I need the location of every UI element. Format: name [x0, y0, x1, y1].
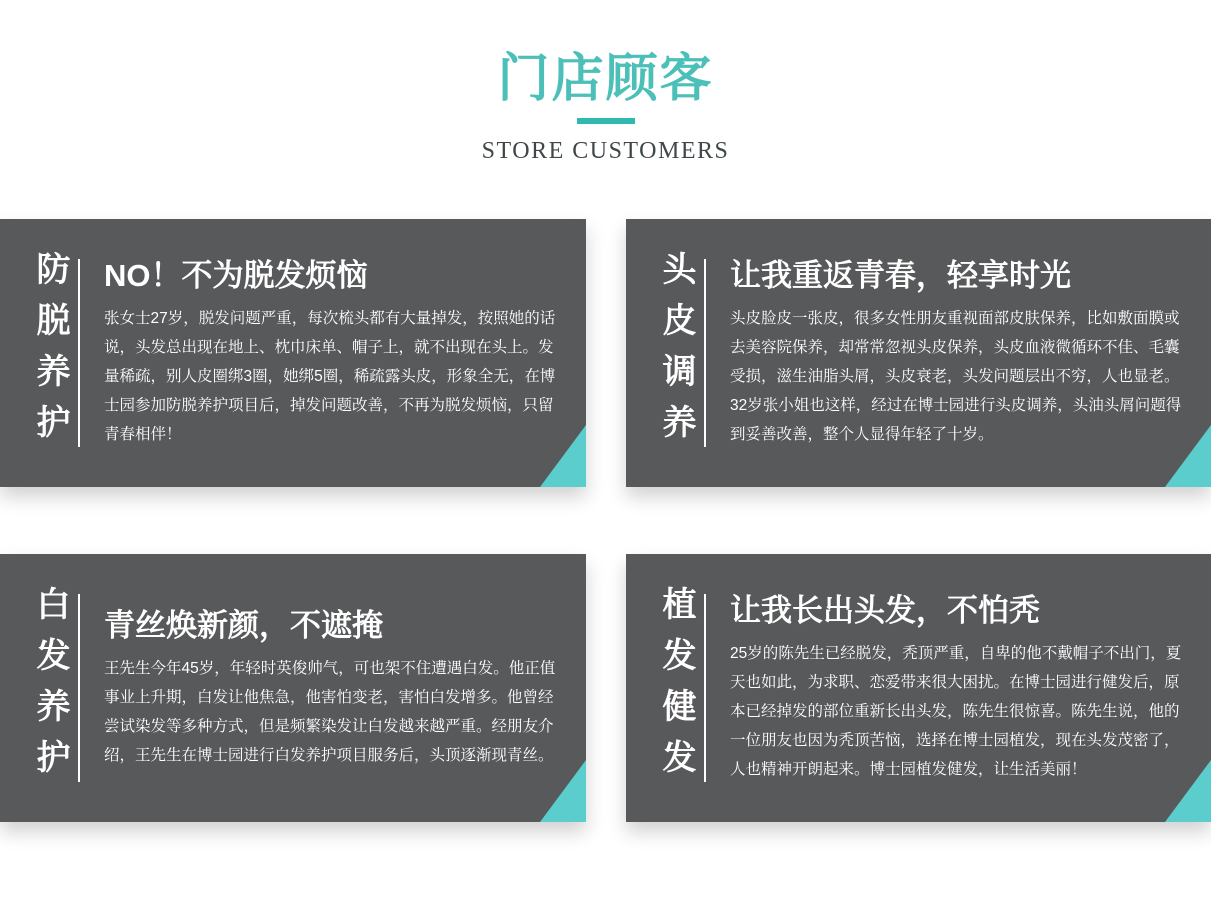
card-body-text: 王先生今年45岁，年轻时英俊帅气，可也架不住遭遇白发。他正值事业上升期，白发让他焦急，他害怕变老，害怕白发增多。他曾经尝试染发等多种方式，但是频繁染发让白发越来越严重。经朋友介绍，王先生在博士园进行白发养护项目服务后，头顶逐渐现青丝。 [104, 659, 556, 764]
card-body-text: 25岁的陈先生已经脱发，秃顶严重，自卑的他不戴帽子不出门，夏天也如此，为求职、恋爱带来很大困扰。在博士园进行健发后，原本已经掉发的部位重新长出头发，陈先生很惊喜。陈先生说，他的一位朋友也因为秃顶苦恼，选择在博士园植发，现在头发茂密了，人也精神开朗起来。博士园植发健发，让生活美丽！ [730, 645, 1182, 778]
card-heading: 让我重返青春，轻享时光 [730, 258, 1071, 293]
card-gray-hair-care [0, 554, 586, 822]
corner-triangle-decoration [540, 425, 586, 487]
card-vertical-title: 植发健发 [657, 586, 695, 790]
card-content [80, 607, 565, 770]
card-heading: 让我长出头发，不怕秃 [730, 593, 1040, 628]
card-vertical-title: 防脱养护 [31, 251, 69, 455]
card-vertical-title: 白发养护 [31, 586, 69, 790]
card-vertical-title-column [648, 251, 704, 455]
section-title: 门店顾客 [497, 50, 714, 108]
card-content [706, 592, 1190, 784]
card-body-text: 头皮脸皮一张皮，很多女性朋友重视面部皮肤保养，比如敷面膜或去美容院保养，却常常忽视头皮保养，头皮血液微循环不佳、毛囊受损，滋生油脂头屑，头皮衰老，头发问题层出不穷，人也显老。32岁张小姐也这样，经过在博士园进行头皮调养，头油头屑问题得到妥善改善，整个人显得年轻了十岁。 [730, 310, 1182, 443]
card-body-text: 张女士27岁，脱发问题严重，每次梳头都有大量掉发，按照她的话说，头发总出现在地上、枕巾床单、帽子上，就不出现在头上。发量稀疏，别人皮圈绑3圈，她绑5圈，稀疏露头皮，形象全无，在博士园参加防脱养护项目后，掉发问题改善，不再为脱发烦恼，只留青春相伴！ [104, 310, 556, 443]
card-heading: 青丝焕新颜，不遮掩 [104, 607, 383, 643]
section-header [0, 52, 1211, 164]
card-vertical-title-column [22, 251, 78, 455]
section-subtitle: STORE CUSTOMERS [481, 138, 730, 164]
customer-card-grid [0, 219, 1211, 822]
corner-triangle-decoration [1165, 425, 1211, 487]
card-vertical-title: 头皮调养 [657, 251, 695, 455]
card-scalp-care [626, 219, 1211, 487]
card-hair-transplant [626, 554, 1211, 822]
card-hair-loss-care [0, 219, 586, 487]
corner-triangle-decoration [540, 760, 586, 822]
card-vertical-title-column [648, 586, 704, 790]
card-content [706, 257, 1190, 449]
card-content [80, 257, 565, 449]
card-heading: NO！不为脱发烦恼 [104, 258, 368, 293]
title-underline-bar [577, 118, 635, 124]
corner-triangle-decoration [1165, 760, 1211, 822]
card-vertical-title-column [22, 586, 78, 790]
